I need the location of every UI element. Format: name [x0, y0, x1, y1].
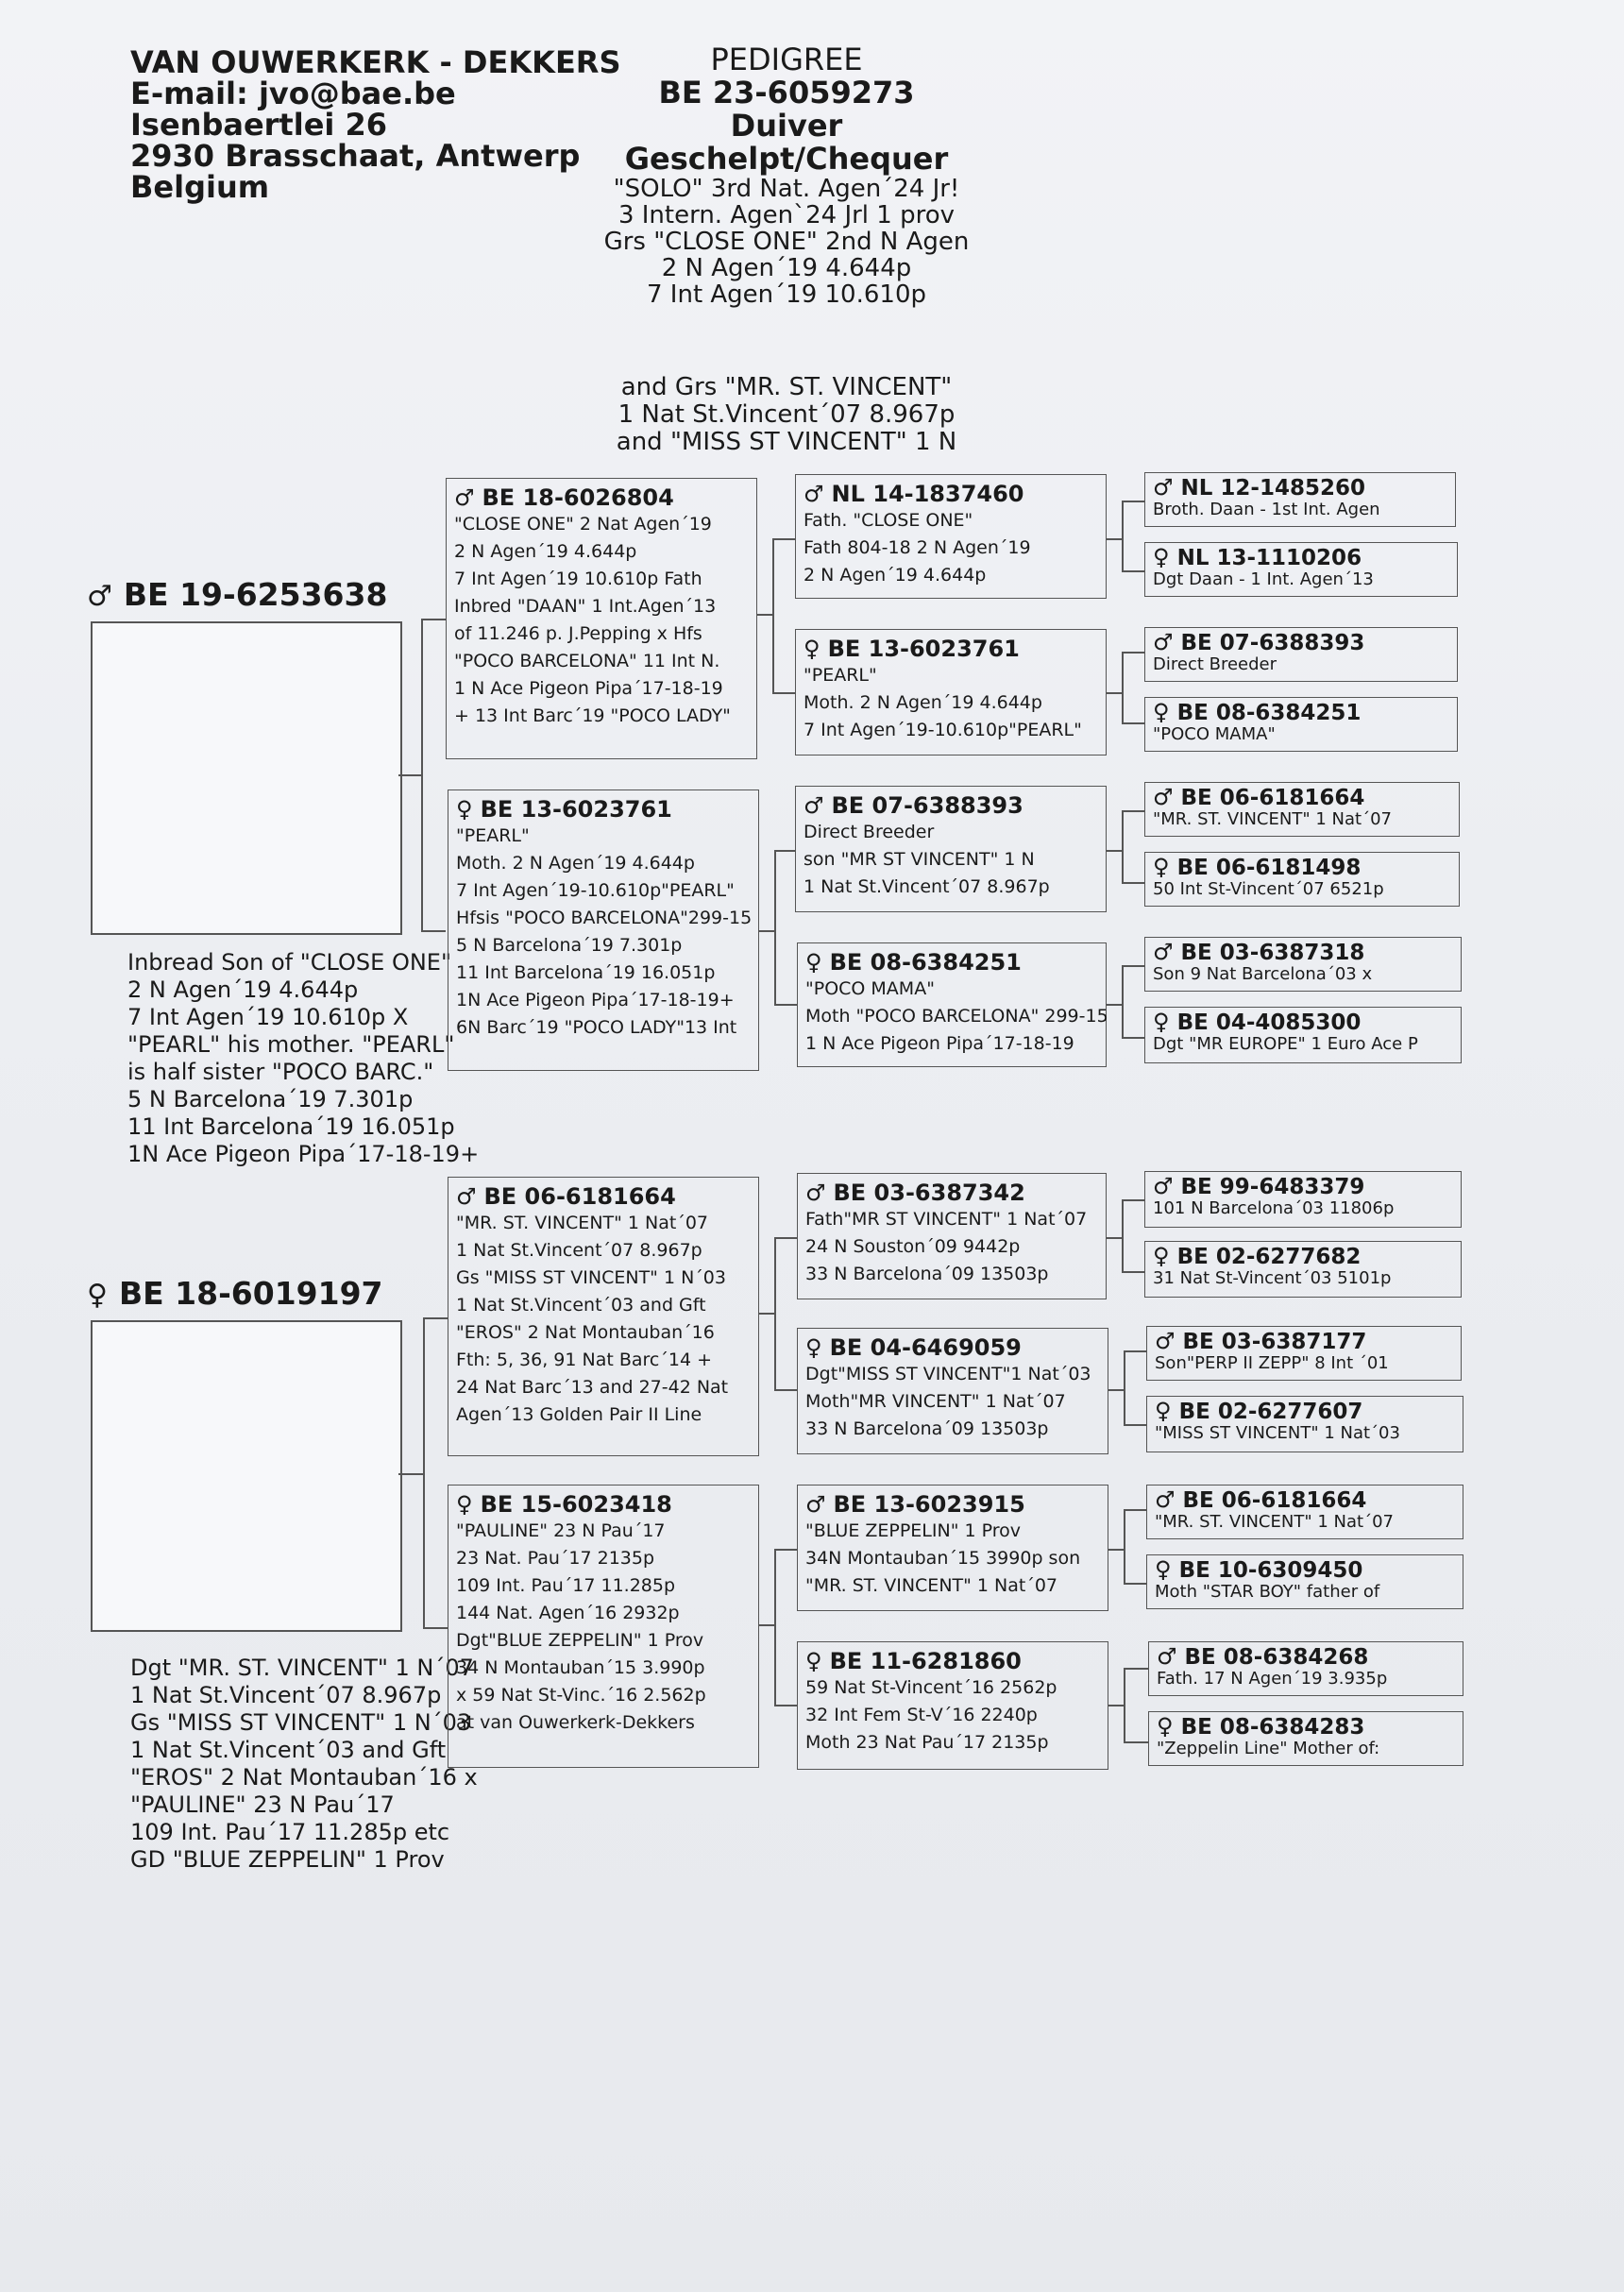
male-icon: ♂: [1153, 784, 1174, 810]
grandparent-card: [795, 474, 1107, 599]
pigeon-color: Geschelpt/Chequer: [624, 141, 949, 177]
note-line: is half sister "POCO BARC.": [127, 1059, 434, 1085]
great-grandparent-card: [1148, 1641, 1463, 1696]
female-icon: ♀: [805, 1334, 822, 1361]
info-line: Direct Breeder: [804, 822, 935, 842]
ring-number: BE 13-6023761: [480, 796, 672, 823]
grandparent-card: [795, 786, 1107, 912]
male-icon: ♂: [1153, 474, 1174, 501]
info-line: 50 Int St-Vincent´07 6521p: [1153, 879, 1384, 899]
male-icon: ♂: [804, 792, 824, 819]
female-icon: ♀: [87, 1279, 108, 1312]
great-grandparent-card: [1148, 1711, 1463, 1766]
info-line: Dgt"MISS ST VINCENT"1 Nat´03: [805, 1364, 1091, 1384]
ring-number: NL 12-1485260: [1180, 476, 1366, 501]
info-line: Inbred "DAAN" 1 Int.Agen´13: [454, 596, 717, 617]
owner-city: 2930 Brasschaat, Antwerp: [130, 138, 581, 174]
note-line: 1N Ace Pigeon Pipa´17-18-19+: [127, 1141, 480, 1167]
info-line: Moth. 2 N Agen´19 4.644p: [456, 853, 695, 874]
info-line: "Zeppelin Line" Mother of:: [1157, 1739, 1380, 1758]
info-line: Broth. Daan - 1st Int. Agen: [1153, 500, 1380, 519]
info-line: 11 Int Barcelona´19 16.051p: [456, 962, 716, 983]
info-line: Fath"MR ST VINCENT" 1 Nat´07: [805, 1209, 1088, 1230]
ring-number: BE 06-6181664: [1180, 786, 1365, 810]
great-grandparent-card: [1144, 472, 1456, 527]
great-grandparent-card: [1144, 937, 1462, 992]
great-grandparent-card: [1146, 1554, 1463, 1609]
info-line: "MR. ST. VINCENT" 1 Nat´07: [1155, 1512, 1394, 1532]
male-icon: ♂: [805, 1491, 826, 1518]
info-line: 1 N Ace Pigeon Pipa´17-18-19: [454, 678, 723, 699]
header-line: 1 Nat St.Vincent´07 8.967p: [617, 400, 956, 429]
info-line: Son"PERP II ZEPP" 8 Int ´01: [1155, 1353, 1389, 1373]
female-icon: ♀: [1153, 699, 1170, 725]
note-line: 11 Int Barcelona´19 16.051p: [127, 1113, 455, 1140]
info-line: 32 Int Fem St-V´16 2240p: [805, 1705, 1038, 1725]
grandparent-card: [797, 1173, 1107, 1299]
female-icon: ♀: [804, 636, 820, 662]
grandparent-card: [797, 942, 1107, 1067]
header-line: Grs "CLOSE ONE" 2nd N Agen: [603, 228, 970, 256]
male-icon: ♂: [805, 1180, 826, 1206]
owner-country: Belgium: [130, 169, 270, 205]
info-line: "MR. ST. VINCENT" 1 Nat´07: [1153, 809, 1392, 829]
ring-number: BE 08-6384268: [1184, 1645, 1369, 1670]
info-line: 33 N Barcelona´09 13503p: [805, 1264, 1049, 1284]
parent-card: [448, 789, 759, 1071]
info-line: 59 Nat St-Vincent´16 2562p: [805, 1677, 1057, 1698]
ring-number: BE 15-6023418: [480, 1491, 672, 1518]
info-line: 1 Nat St.Vincent´07 8.967p: [456, 1240, 702, 1261]
owner-street: Isenbaertlei 26: [130, 107, 388, 143]
female-icon: ♀: [1155, 1556, 1172, 1583]
info-line: "MR. ST. VINCENT" 1 Nat´07: [805, 1575, 1058, 1596]
info-line: Fath. "CLOSE ONE": [804, 510, 973, 531]
female-icon: ♀: [1157, 1713, 1174, 1740]
header-line: and Grs "MR. ST. VINCENT": [620, 373, 953, 401]
info-line: "PAULINE" 23 N Pau´17: [456, 1520, 666, 1541]
great-grandparent-card: [1144, 852, 1460, 907]
ring-number: BE 08-6384251: [1176, 701, 1362, 725]
info-line: "PEARL": [456, 825, 530, 846]
pedigree-title: PEDIGREE: [710, 42, 863, 77]
info-line: "PEARL": [804, 665, 877, 686]
info-line: 5 N Barcelona´19 7.301p: [456, 935, 683, 956]
header-line: and "MISS ST VINCENT" 1 N: [616, 428, 957, 456]
ring-number: BE 08-6384283: [1180, 1715, 1365, 1740]
note-line: 1 Nat St.Vincent´03 and Gft: [130, 1737, 447, 1763]
great-grandparent-card: [1144, 1241, 1462, 1298]
note-line: "PEARL" his mother. "PEARL": [127, 1031, 455, 1058]
female-icon: ♀: [1153, 1009, 1170, 1035]
info-line: 7 Int Agen´19-10.610p"PEARL": [456, 880, 735, 901]
info-line: 7 Int Agen´19-10.610p"PEARL": [804, 720, 1082, 740]
ring-number: BE 02-6277607: [1178, 1400, 1363, 1424]
info-line: Moth "POCO BARCELONA" 299-15: [805, 1006, 1108, 1027]
ring-number: BE 99-6483379: [1180, 1175, 1365, 1199]
ring-number: BE 13-6023761: [827, 636, 1020, 662]
info-line: 34 N Montauban´15 3.990p: [456, 1657, 705, 1678]
ring-number: BE 10-6309450: [1178, 1558, 1363, 1583]
info-line: Dgt"BLUE ZEPPELIN" 1 Prov: [456, 1630, 704, 1651]
sire-ring: BE 19-6253638: [123, 576, 388, 613]
great-grandparent-card: [1146, 1396, 1463, 1452]
info-line: Fth: 5, 36, 91 Nat Barc´14 +: [456, 1350, 713, 1370]
info-line: 6N Barc´19 "POCO LADY"13 Int: [456, 1017, 737, 1038]
info-line: 24 Nat Barc´13 and 27-42 Nat: [456, 1377, 729, 1398]
pigeon-sex: Duiver: [730, 108, 843, 144]
great-grandparent-card: [1146, 1326, 1462, 1381]
ring-number: BE 03-6387342: [833, 1180, 1025, 1206]
info-line: "CLOSE ONE" 2 Nat Agen´19: [454, 514, 712, 535]
info-line: x 59 Nat St-Vinc.´16 2.562p: [456, 1685, 706, 1706]
great-grandparent-card: [1144, 782, 1460, 837]
pedigree-header: [548, 42, 1025, 308]
note-line: 7 Int Agen´19 10.610p X: [127, 1004, 409, 1030]
info-line: "POCO MAMA": [1153, 724, 1276, 744]
info-line: Fath 804-18 2 N Agen´19: [804, 537, 1031, 558]
info-line: 31 Nat St-Vincent´03 5101p: [1153, 1268, 1392, 1288]
great-grandparent-card: [1144, 627, 1458, 682]
note-line: Dgt "MR. ST. VINCENT" 1 N´07: [130, 1655, 474, 1681]
info-line: Dgt Daan - 1 Int. Agen´13: [1153, 569, 1374, 589]
ring-number: BE 03-6387318: [1180, 941, 1365, 965]
ring-number: BE 03-6387177: [1182, 1330, 1367, 1354]
header-line: 2 N Agen´19 4.644p: [661, 254, 912, 282]
pigeon-ring: BE 23-6059273: [658, 75, 915, 110]
female-icon: ♀: [1153, 854, 1170, 880]
male-icon: ♂: [1153, 939, 1174, 965]
info-line: "POCO BARCELONA" 11 Int N.: [454, 651, 720, 671]
male-icon: ♂: [1157, 1643, 1177, 1670]
info-line: 1 Nat St.Vincent´03 and Gft: [456, 1295, 706, 1316]
ring-number: BE 06-6181664: [483, 1183, 676, 1210]
grandparent-card: [797, 1641, 1108, 1770]
dam-title: [87, 1275, 383, 1312]
ring-number: BE 06-6181498: [1176, 856, 1362, 880]
great-grandparent-card: [1144, 1171, 1462, 1228]
male-icon: ♂: [1153, 1173, 1174, 1199]
pedigree-header-continued: [567, 374, 1007, 456]
info-line: "MR. ST. VINCENT" 1 Nat´07: [456, 1213, 709, 1233]
sire-title: [87, 576, 387, 613]
info-line: 144 Nat. Agen´16 2932p: [456, 1603, 680, 1623]
ring-number: BE 07-6388393: [831, 792, 1023, 819]
info-line: Moth"MR VINCENT" 1 Nat´07: [805, 1391, 1066, 1412]
female-icon: ♀: [1155, 1398, 1172, 1424]
info-line: 109 Int. Pau´17 11.285p: [456, 1575, 676, 1596]
info-line: of 11.246 p. J.Pepping x Hfs: [454, 623, 702, 644]
grandparent-card: [797, 1485, 1108, 1611]
dam-photo-frame: [91, 1320, 402, 1632]
note-line: 1 Nat St.Vincent´07 8.967p: [130, 1682, 442, 1708]
male-icon: ♂: [1155, 1486, 1176, 1513]
male-icon: ♂: [456, 1183, 477, 1210]
grandparent-card: [797, 1328, 1108, 1454]
dam-notes: [130, 1655, 478, 1874]
male-icon: ♂: [804, 481, 824, 507]
info-line: + 13 Int Barc´19 "POCO LADY": [454, 705, 731, 726]
female-icon: ♀: [456, 796, 473, 823]
parent-card: [448, 1177, 759, 1456]
female-icon: ♀: [805, 1648, 822, 1674]
parent-card: [448, 1485, 759, 1768]
ring-number: BE 04-6469059: [829, 1334, 1022, 1361]
ring-number: BE 06-6181664: [1182, 1488, 1367, 1513]
ring-number: BE 18-6026804: [482, 484, 674, 511]
female-icon: ♀: [805, 949, 822, 976]
info-line: Fath. 17 N Agen´19 3.935p: [1157, 1669, 1388, 1689]
male-icon: ♂: [454, 484, 475, 511]
note-line: "PAULINE" 23 N Pau´17: [130, 1791, 395, 1818]
sire-photo-frame: [91, 621, 402, 935]
info-line: 101 N Barcelona´03 11806p: [1153, 1198, 1395, 1218]
owner-name: VAN OUWERKERK - DEKKERS: [130, 44, 621, 80]
info-line: Direct Breeder: [1153, 654, 1277, 674]
note-line: 2 N Agen´19 4.644p: [127, 976, 359, 1003]
note-line: GD "BLUE ZEPPELIN" 1 Prov: [130, 1846, 445, 1873]
info-line: 1 Nat St.Vincent´07 8.967p: [804, 876, 1050, 897]
great-grandparent-card: [1144, 1007, 1462, 1063]
great-grandparent-card: [1146, 1485, 1463, 1539]
note-line: 109 Int. Pau´17 11.285p etc: [130, 1819, 450, 1845]
info-line: Gs "MISS ST VINCENT" 1 N´03: [456, 1267, 726, 1288]
note-line: 5 N Barcelona´19 7.301p: [127, 1086, 414, 1112]
female-icon: ♀: [456, 1491, 473, 1518]
sire-notes: [127, 949, 479, 1168]
info-line: 34N Montauban´15 3990p son: [805, 1548, 1081, 1569]
owner-email: E-mail: jvo@bae.be: [130, 76, 456, 111]
female-icon: ♀: [1153, 1243, 1170, 1269]
info-line: 23 Nat. Pau´17 2135p: [456, 1548, 655, 1569]
ring-number: BE 08-6384251: [829, 949, 1022, 976]
info-line: "POCO MAMA": [805, 978, 935, 999]
info-line: Moth. 2 N Agen´19 4.644p: [804, 692, 1042, 713]
info-line: "EROS" 2 Nat Montauban´16: [456, 1322, 715, 1343]
header-line: 3 Intern. Agen`24 Jrl 1 prov: [617, 201, 956, 229]
ring-number: BE 02-6277682: [1176, 1245, 1362, 1269]
parent-card: [446, 478, 757, 759]
male-icon: ♂: [1153, 629, 1174, 655]
female-icon: ♀: [1153, 544, 1170, 570]
info-line: 1 N Ace Pigeon Pipa´17-18-19: [805, 1033, 1074, 1054]
info-line: Moth 23 Nat Pau´17 2135p: [805, 1732, 1049, 1753]
info-line: Agen´13 Golden Pair II Line: [456, 1404, 702, 1425]
info-line: at van Ouwerkerk-Dekkers: [456, 1712, 695, 1733]
note-line: Inbread Son of "CLOSE ONE": [127, 949, 451, 976]
info-line: son "MR ST VINCENT" 1 N: [804, 849, 1035, 870]
ring-number: BE 07-6388393: [1180, 631, 1365, 655]
note-line: "EROS" 2 Nat Montauban´16 x: [130, 1764, 478, 1791]
ring-number: BE 11-6281860: [829, 1648, 1022, 1674]
male-icon: ♂: [1155, 1328, 1176, 1354]
info-line: 24 N Souston´09 9442p: [805, 1236, 1021, 1257]
info-line: "BLUE ZEPPELIN" 1 Prov: [805, 1520, 1021, 1541]
ring-number: NL 13-1110206: [1176, 546, 1362, 570]
male-icon: ♂: [87, 580, 112, 613]
info-line: 2 N Agen´19 4.644p: [804, 565, 987, 586]
info-line: 33 N Barcelona´09 13503p: [805, 1418, 1049, 1439]
ring-number: NL 14-1837460: [831, 481, 1024, 507]
ring-number: BE 04-4085300: [1176, 1010, 1362, 1035]
info-line: Hfsis "POCO BARCELONA"299-15: [456, 908, 753, 928]
grandparent-card: [795, 629, 1107, 756]
dam-ring: BE 18-6019197: [118, 1275, 383, 1312]
header-line: 7 Int Agen´19 10.610p: [646, 280, 926, 309]
info-line: Dgt "MR EUROPE" 1 Euro Ace P: [1153, 1034, 1418, 1054]
info-line: 1N Ace Pigeon Pipa´17-18-19+: [456, 990, 735, 1010]
ring-number: BE 13-6023915: [833, 1491, 1025, 1518]
info-line: Moth "STAR BOY" father of: [1155, 1582, 1380, 1602]
great-grandparent-card: [1144, 697, 1458, 752]
great-grandparent-card: [1144, 542, 1458, 597]
info-line: Son 9 Nat Barcelona´03 x: [1153, 964, 1373, 984]
header-line: "SOLO" 3rd Nat. Agen´24 Jr!: [613, 175, 960, 203]
note-line: Gs "MISS ST VINCENT" 1 N´03: [130, 1709, 472, 1736]
info-line: 7 Int Agen´19 10.610p Fath: [454, 569, 702, 589]
info-line: "MISS ST VINCENT" 1 Nat´03: [1155, 1423, 1400, 1443]
info-line: 2 N Agen´19 4.644p: [454, 541, 637, 562]
